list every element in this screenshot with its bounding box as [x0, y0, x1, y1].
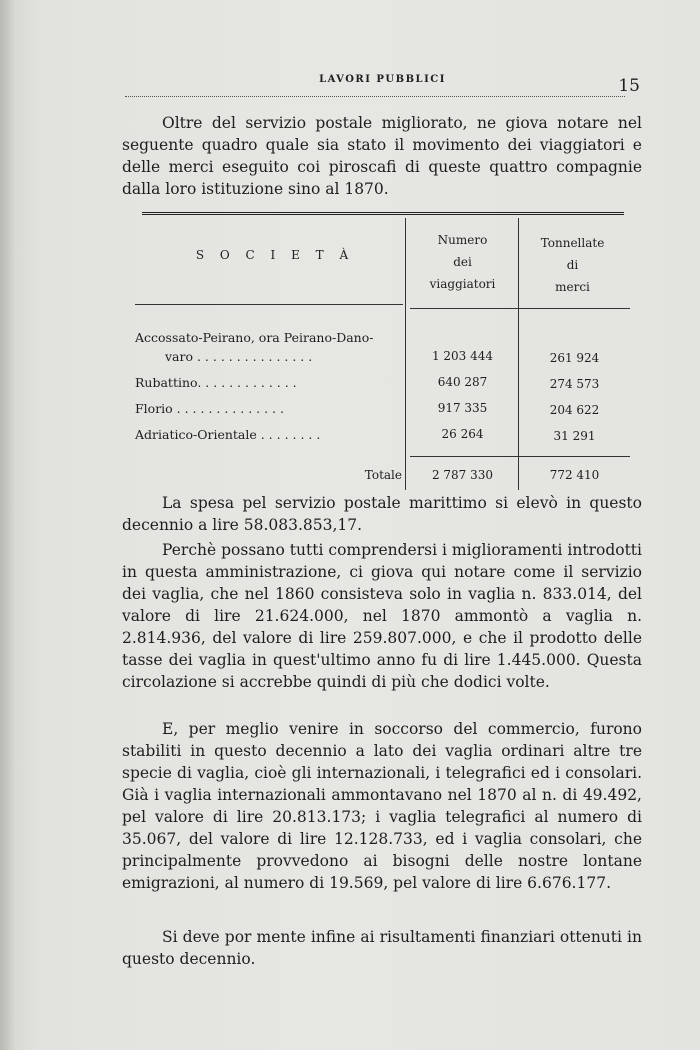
table-divider — [518, 218, 519, 490]
paragraph: Si deve por mente infine ai risultamenti finanziari ottenuti in questo decennio. — [122, 928, 642, 968]
total-label: Totale — [364, 468, 402, 482]
table-cell-goods: 274 573 — [549, 377, 600, 391]
table-row-name: Accossato-Peirano, ora Peirano-Dano- — [135, 330, 374, 345]
column-header-goods: Tonnellate di merci — [540, 236, 605, 294]
table-row-name: Adriatico-Orientale . . . . . . . . — [135, 427, 321, 442]
column-header-travellers: Numero dei viaggiatori — [429, 233, 496, 291]
table-cell-travellers: 917 335 — [437, 401, 488, 415]
table-top-rule — [142, 212, 624, 215]
page-header — [125, 68, 640, 108]
total-travellers: 2 787 330 — [431, 468, 494, 482]
statistics-table — [130, 212, 630, 490]
table-row-name: Rubattino. . . . . . . . . . . . . — [135, 375, 297, 390]
table-cell-travellers: 640 287 — [437, 375, 488, 389]
table-cell-goods: 31 291 — [553, 429, 596, 443]
paragraph: La spesa pel servizio postale marittimo si elevò in questo decennio a lire 58.083.853,17. — [122, 494, 642, 534]
table-cell-travellers: 1 203 444 — [431, 349, 494, 363]
header-rule-numbers — [410, 308, 630, 309]
header-rule — [125, 96, 625, 97]
table-row-name: varo . . . . . . . . . . . . . . . — [165, 349, 313, 364]
paragraph: E, per meglio venire in soccorso del commercio, furono stabiliti in questo decennio a lato dei vaglia ordinari altre tre specie di vaglia, cioè gli internazionali, i telegrafici ed i consolari. Già i vaglia internazionali ammontavano nel 1870 al n. di 49.492, pel valore di lire 20.813.173; i vaglia telegrafici al numero di 35.067, del valore di lire 12.128.733, ed i vaglia consolari, che principalmente provvedono ai bisogni delle nostre lontane emigrazioni, al numero di 19.569, pel valore di lire 6.676.177. — [122, 720, 642, 892]
paragraph: Perchè possano tutti comprendersi i miglioramenti introdotti in questa amministrazione, ci giova qui notare come il servizio dei vaglia, che nel 1860 consisteva solo in vaglia n. 833.014, del valore di lire 21.624.000, nel 1870 ammontò a vaglia n. 2.814.936, del valore di lire 259.807.000, e che il prodotto delle tasse dei vaglia in quest'ultimo anno fu di lire 1.445.000. Questa circolazione si accrebbe quindi di più che dodici volte. — [122, 541, 642, 691]
header-rule-society — [135, 304, 403, 305]
table-cell-goods: 204 622 — [549, 403, 600, 417]
page-number: 15 — [618, 76, 640, 96]
intro-paragraph: Oltre del servizio postale migliorato, ne giova notare nel seguente quadro quale sia stato il movimento dei viaggiatori e delle merci eseguito coi piroscafi di queste quattro compagnie dalla loro istituzione sino al 1870. — [122, 114, 642, 198]
column-header-society: S O C I E T À — [195, 248, 355, 262]
table-row-name: Florio . . . . . . . . . . . . . . — [135, 401, 284, 416]
total-goods: 772 410 — [549, 468, 600, 482]
table-cell-travellers: 26 264 — [441, 427, 484, 441]
total-rule — [410, 456, 630, 457]
running-head: LAVORI PUBBLICI — [319, 74, 446, 85]
table-cell-goods: 261 924 — [549, 351, 600, 365]
